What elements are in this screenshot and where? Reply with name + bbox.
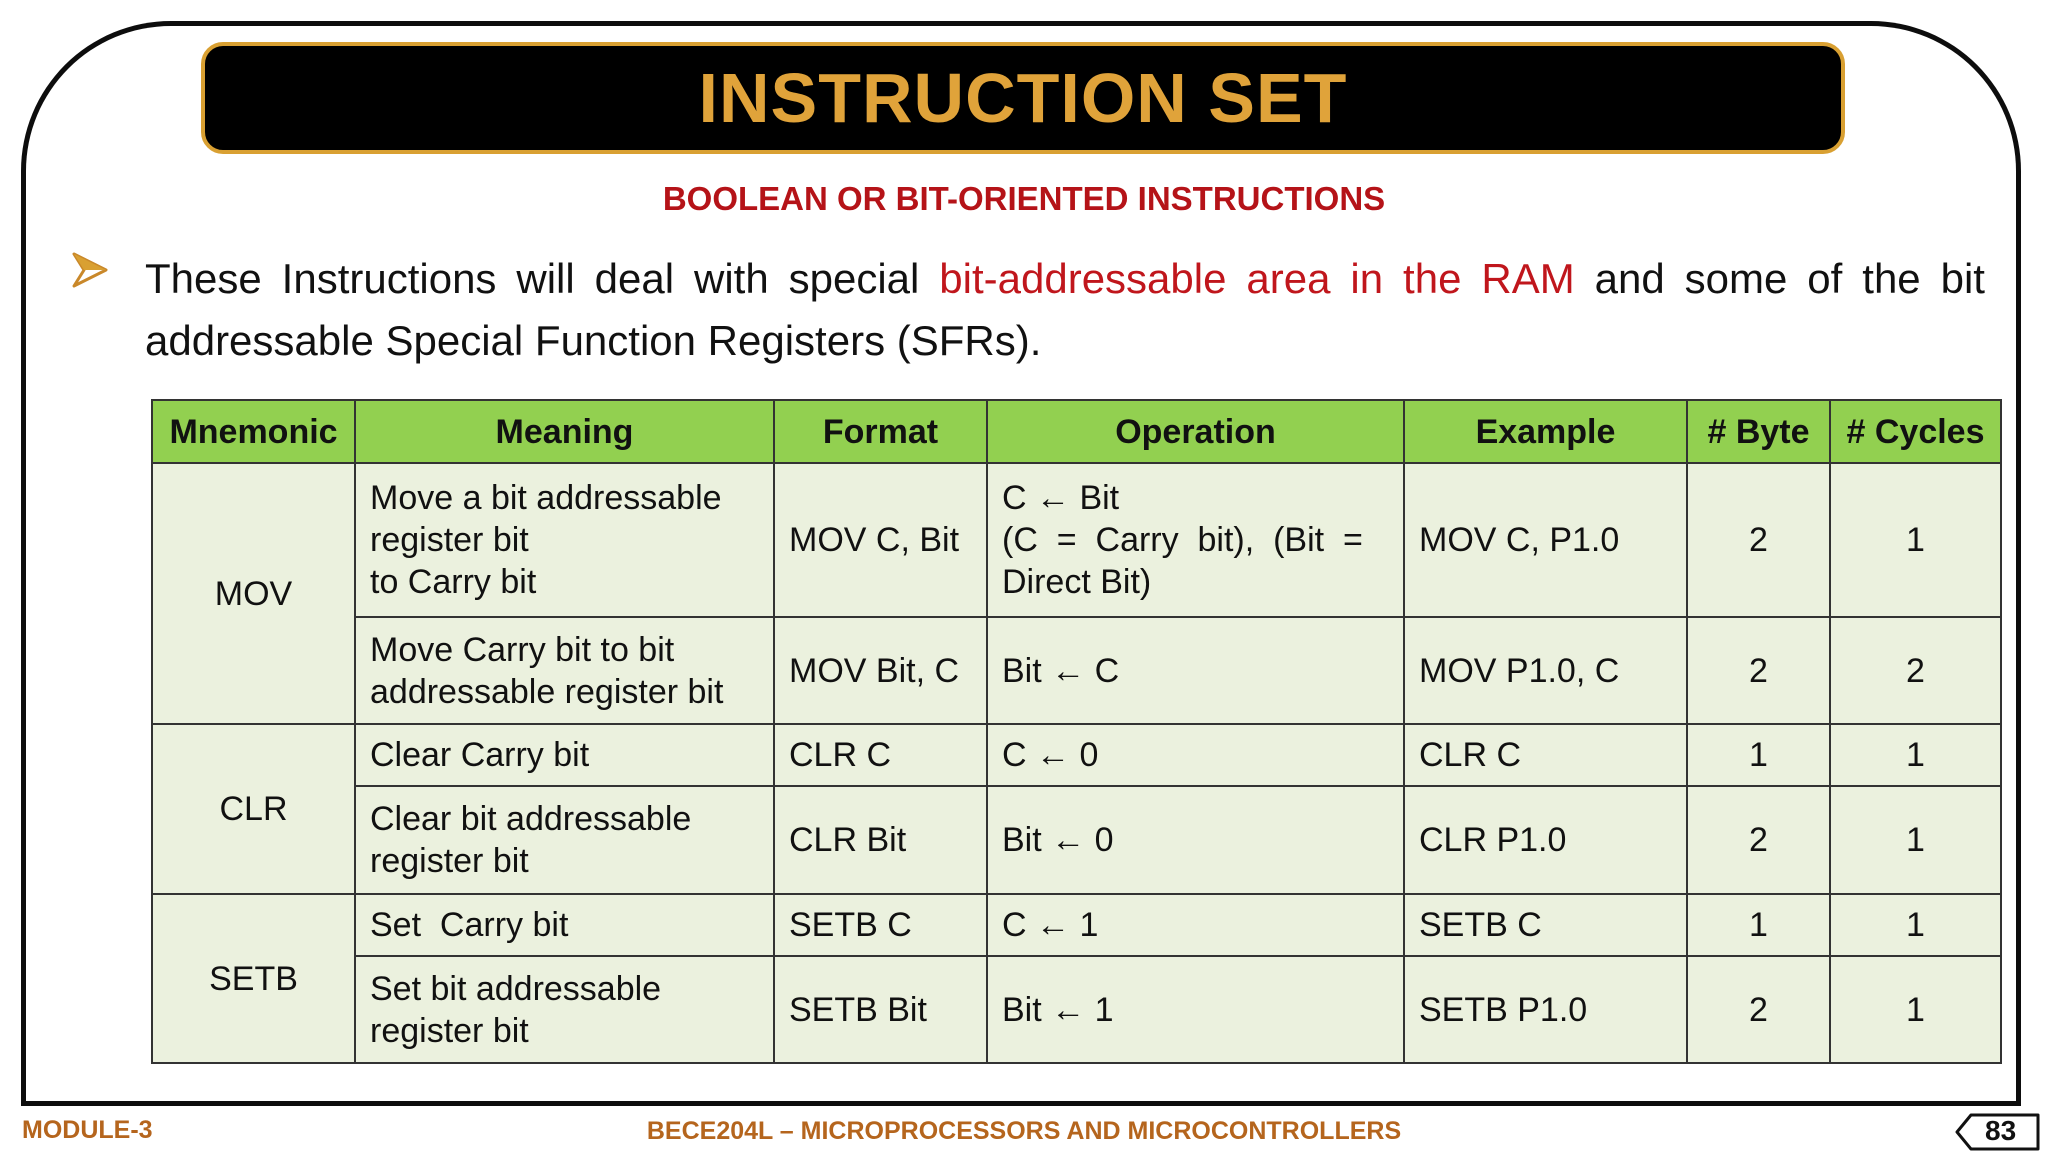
meaning-line: Move Carry bit to bit [370,630,675,669]
mnemonic-cell: SETB [152,894,355,1063]
cycles-cell: 1 [1830,724,2001,786]
header-format: Format [774,400,987,463]
meaning-line: register bit [370,842,529,880]
meaning-line: Move a bit addressable [370,479,722,517]
page-number-tag [1955,1113,2040,1151]
footer-course: BECE204L – MICROPROCESSORS AND MICROCONTROLLERS [646,1117,1402,1145]
cycles-cell: 1 [1830,463,2001,617]
header-operation: Operation [987,400,1404,463]
title-banner [201,42,1845,154]
intro-text-part1: These Instructions will deal with special [145,255,940,302]
slide-frame-bottom-rule [21,1101,2021,1106]
meaning-line: Set bit addressable [370,969,662,1008]
cycles-cell: 1 [1830,786,2001,894]
cycles-cell: 1 [1830,894,2001,956]
operation-cell: Bit ← 0 [987,786,1404,894]
mnemonic-cell: CLR [152,724,355,894]
slide-subtitle: BOOLEAN OR BIT-ORIENTED INSTRUCTIONS [662,180,1386,217]
header-cycles: # Cycles [1830,400,2001,463]
meaning-line: addressable register bit [370,672,724,711]
bytes-cell: 2 [1687,786,1830,894]
intro-text-part2: and some of the bit addressable Special Function Registers (SFRs). [145,255,1985,364]
example-cell: MOV C, P1.0 [1404,463,1687,617]
operation-cell: C ← 0 [987,724,1404,786]
format-cell: SETB C [774,894,987,956]
meaning-line: register bit [370,1011,529,1050]
header-bytes: # Byte [1687,400,1830,463]
table-row [152,617,2001,724]
table-row [152,786,2001,894]
bytes-cell: 1 [1687,894,1830,956]
header-meaning: Meaning [355,400,774,463]
cycles-cell: 1 [1830,956,2001,1063]
format-cell: CLR Bit [774,786,987,894]
table-header-row [152,400,2001,463]
example-cell: MOV P1.0, C [1404,617,1687,724]
format-cell: CLR C [774,724,987,786]
example-cell: CLR P1.0 [1404,786,1687,894]
format-cell: MOV Bit, C [774,617,987,724]
operation-line: (C = Carry bit), (Bit = [1002,521,1363,559]
meaning-cell [355,956,774,1063]
meaning-line: Clear bit addressable [370,800,692,838]
intro-paragraph [145,248,1985,372]
operation-line: Direct Bit) [1002,563,1152,601]
operation-cell: Bit ← 1 [987,956,1404,1063]
footer-module: MODULE-3 [22,1116,153,1144]
table-row [152,724,2001,786]
intro-highlight: bit-addressable area in the RAM [939,255,1575,302]
example-cell: SETB P1.0 [1404,956,1687,1063]
arrowhead-bullet-icon [70,250,110,290]
slide-title: INSTRUCTION SET [698,59,1348,137]
bytes-cell: 2 [1687,617,1830,724]
operation-cell: Bit ← C [987,617,1404,724]
meaning-line: to Carry bit [370,563,537,601]
meaning-cell: Set Carry bit [355,894,774,956]
meaning-cell [355,463,774,617]
table-row [152,956,2001,1063]
example-cell: SETB C [1404,894,1687,956]
mnemonic-cell: MOV [152,463,355,724]
table-row [152,894,2001,956]
table-row [152,463,2001,617]
meaning-line: register bit [370,521,529,559]
cycles-cell: 2 [1830,617,2001,724]
meaning-cell [355,617,774,724]
page-number: 83 [1985,1115,2017,1146]
example-cell: CLR C [1404,724,1687,786]
header-mnemonic: Mnemonic [152,400,355,463]
meaning-cell: Clear Carry bit [355,724,774,786]
meaning-cell [355,786,774,894]
bytes-cell: 2 [1687,956,1830,1063]
operation-cell [987,463,1404,617]
operation-cell: C ← 1 [987,894,1404,956]
bytes-cell: 2 [1687,463,1830,617]
format-cell: MOV C, Bit [774,463,987,617]
instruction-table [151,399,2002,1064]
bytes-cell: 1 [1687,724,1830,786]
header-example: Example [1404,400,1687,463]
format-cell: SETB Bit [774,956,987,1063]
operation-line: C ← Bit [1002,479,1120,517]
